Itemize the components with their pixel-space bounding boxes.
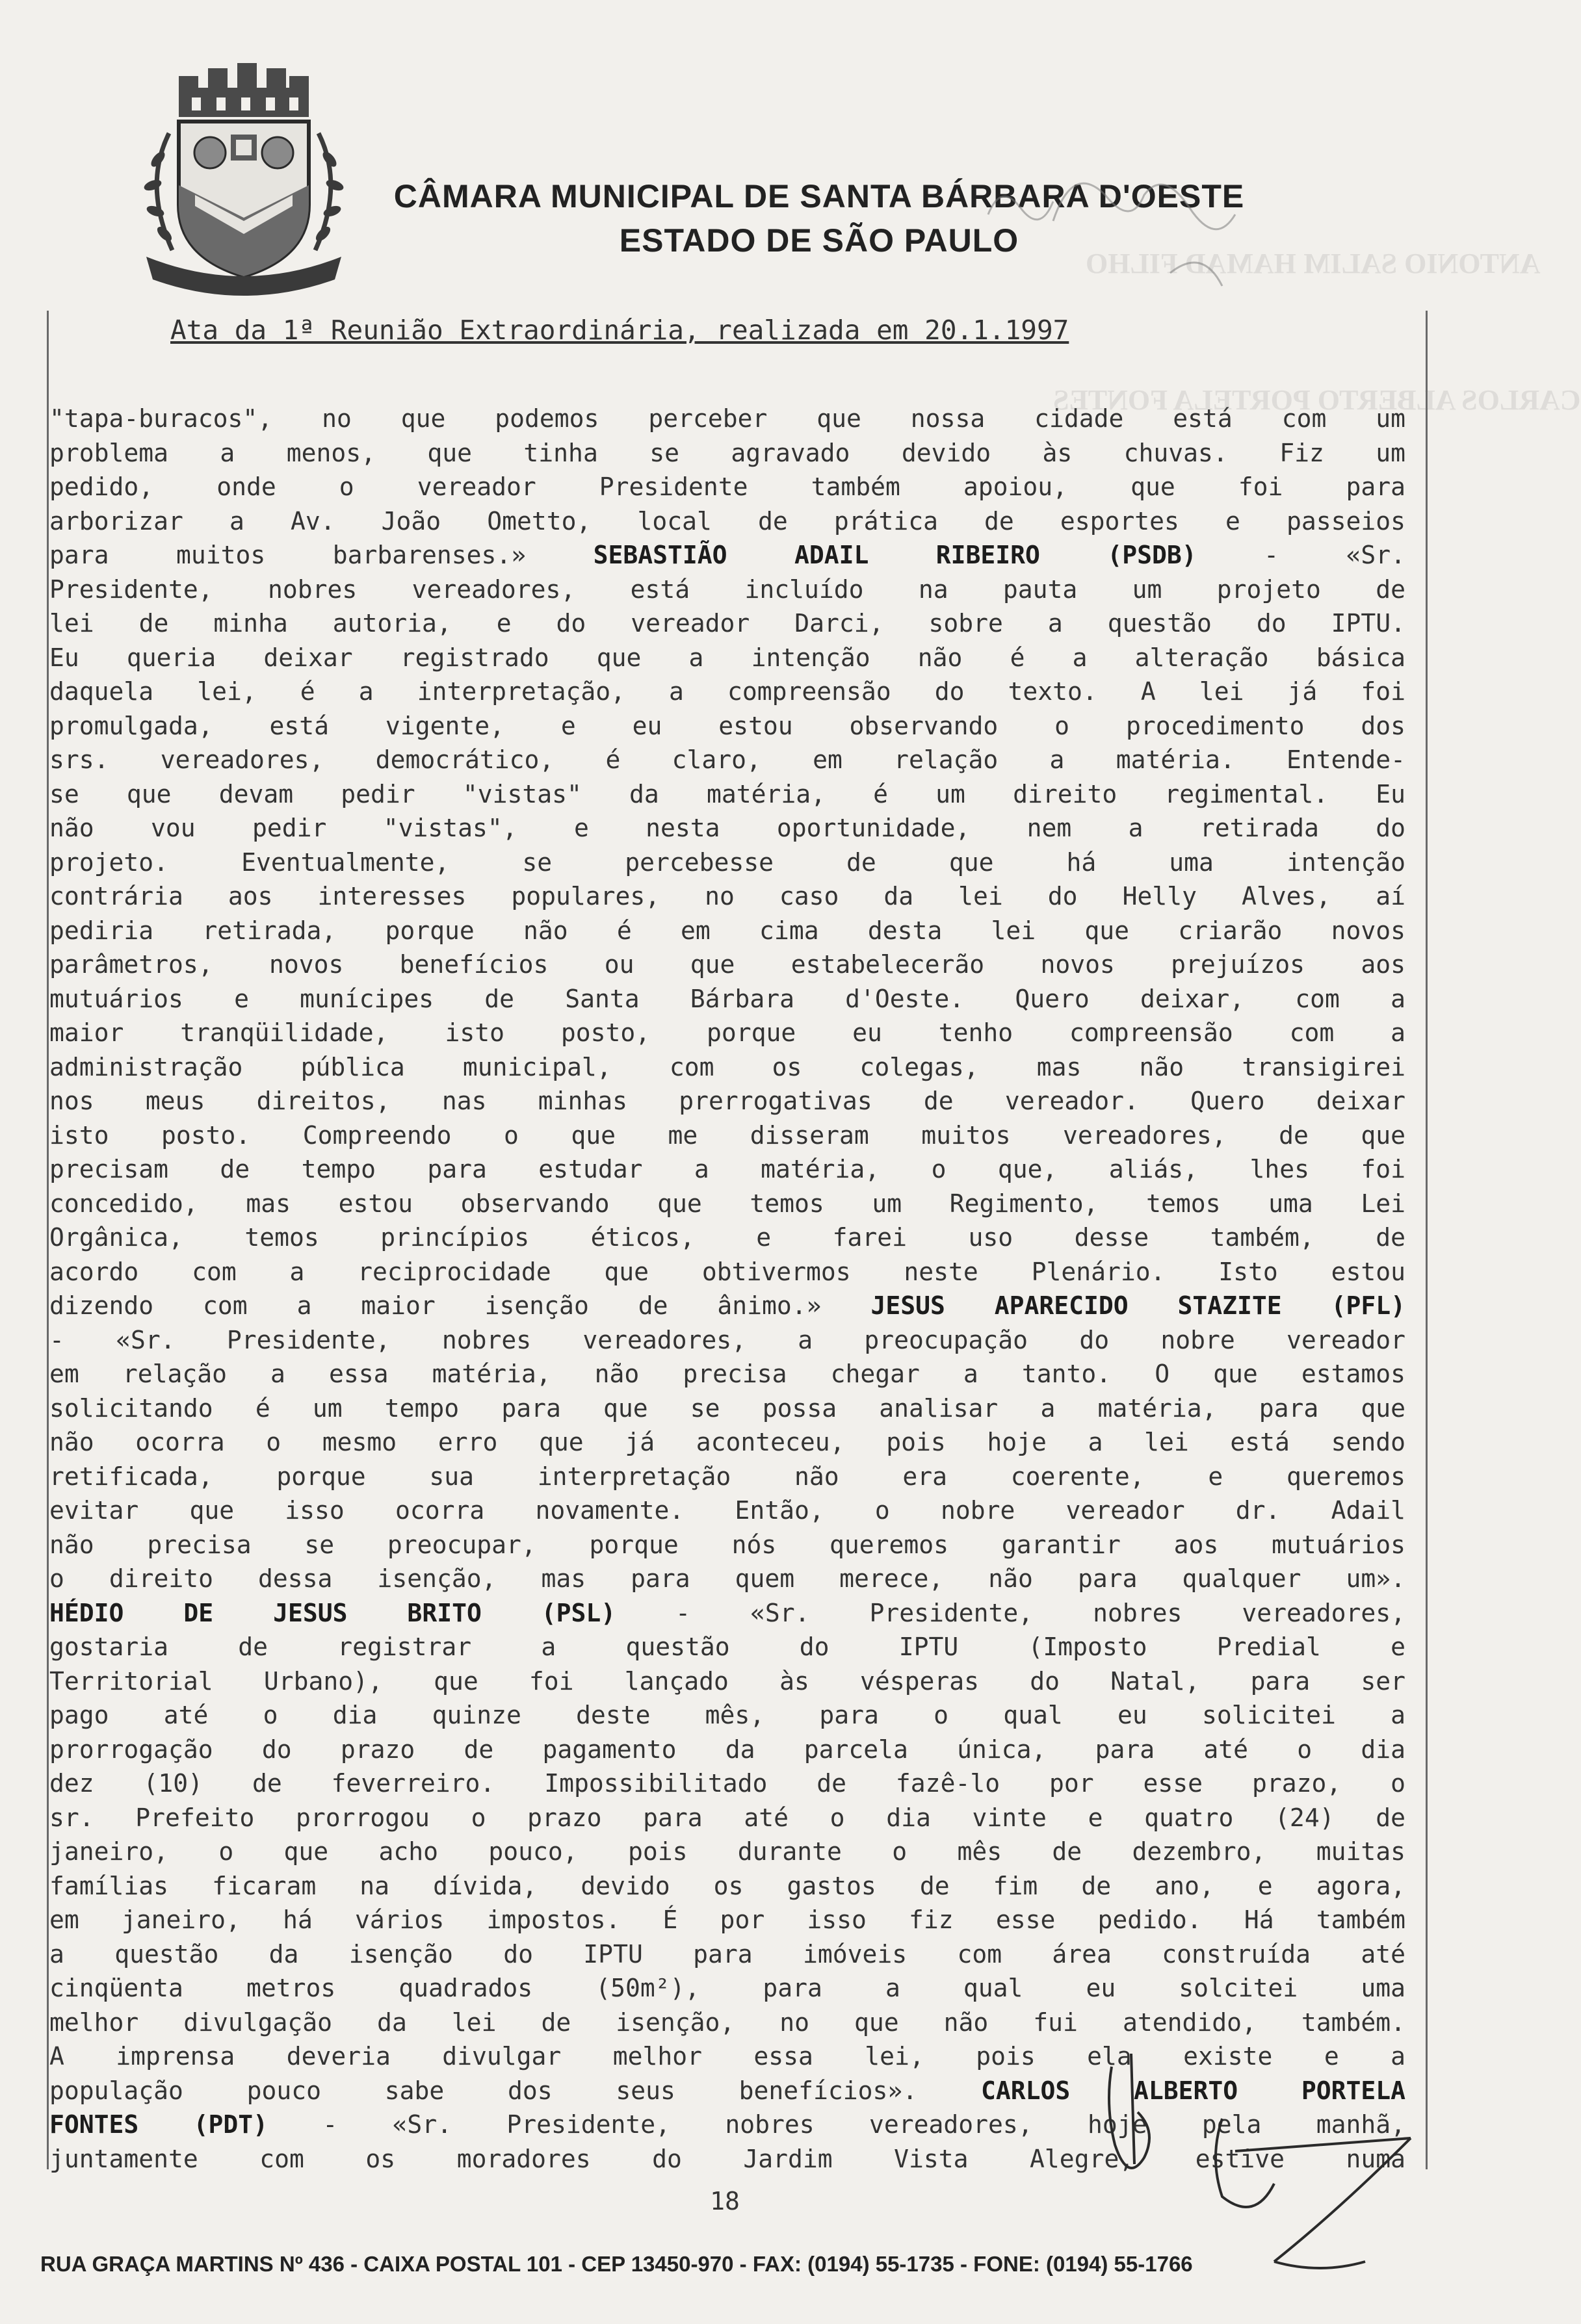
text-line: [49, 948, 1405, 982]
minutes-body: [49, 402, 1405, 2176]
text-line: [49, 2006, 1405, 2040]
text-run: não vou pedir "vistas", e nesta oportunidade, nem a retirada do: [49, 814, 1405, 842]
text-line: [49, 879, 1405, 914]
text-run: parâmetros, novos benefícios ou que estabelecerão novos prejuízos aos: [49, 950, 1405, 979]
text-line: [49, 982, 1405, 1016]
text-run: em janeiro, há vários impostos. É por isso fiz esse pedido. Há também: [49, 1905, 1405, 1934]
text-run: "tapa-buracos", no que podemos perceber que nossa cidade está com um: [49, 404, 1405, 433]
text-line: [49, 470, 1405, 504]
text-line: [49, 1596, 1405, 1631]
text-line: [49, 504, 1405, 539]
text-line: [49, 1528, 1405, 1562]
text-line: [49, 1766, 1405, 1801]
text-run: administração pública municipal, com os colegas, mas não transigirei: [49, 1052, 1405, 1081]
text-run: sr. Prefeito prorrogou o prazo para até o dia vinte e quatro (24) de: [49, 1803, 1405, 1832]
bleed-through-name-2: ANTONIO SALIM HAMAD FILHO: [1086, 248, 1541, 279]
text-run: nos meus direitos, nas minhas prerrogativas de vereador. Quero deixar: [49, 1087, 1405, 1115]
right-margin-rule: [1426, 311, 1428, 2169]
org-state: ESTADO DE SÃO PAULO: [619, 222, 1019, 259]
text-run: promulgada, está vigente, e eu estou observando o procedimento dos: [49, 711, 1405, 740]
text-run: solicitando é um tempo para que se possa analisar a matéria, para que: [49, 1393, 1405, 1423]
text-line: [49, 538, 1405, 573]
text-line: [49, 1937, 1405, 1972]
text-line: [49, 1357, 1405, 1391]
text-line: [49, 1903, 1405, 1937]
text-line: [49, 1425, 1405, 1460]
text-line: [49, 1664, 1405, 1699]
text-run: pediria retirada, porque não é em cima desta lei que criarão novos: [49, 916, 1405, 945]
text-line: [49, 2108, 1405, 2142]
text-run: prorrogação do prazo de pagamento da parcela única, para até o dia: [49, 1735, 1405, 1764]
text-run: pedido, onde o vereador Presidente também apoiou, que foi para: [49, 472, 1405, 501]
text-run: acordo com a reciprocidade que obtivermos neste Plenário. Isto estou: [49, 1257, 1405, 1286]
text-line: [49, 1391, 1405, 1426]
text-line: [49, 606, 1405, 641]
text-line: [49, 709, 1405, 743]
org-name: CÂMARA MUNICIPAL DE SANTA BÁRBARA D'OESTE: [393, 178, 1245, 214]
text-run: dizendo com a maior isenção de ânimo.»: [49, 1291, 871, 1320]
text-run: concedido, mas estou observando que temos um Regimento, temos uma Lei: [49, 1189, 1405, 1218]
text-line: [49, 743, 1405, 777]
text-run: a questão da isenção do IPTU para imóveis com área construída até: [49, 1939, 1405, 1969]
text-line: [49, 2142, 1405, 2176]
text-run: gostaria de registrar a questão do IPTU (Imposto Predial e: [49, 1633, 1405, 1661]
text-run: srs. vereadores, democrático, é claro, em relação a matéria. Entende-: [49, 745, 1405, 774]
text-line: [49, 1460, 1405, 1494]
page-number: 18: [710, 2187, 740, 2215]
text-run: projeto. Eventualmente, se percebesse de que há uma intenção: [49, 847, 1405, 877]
text-run: população pouco sabe dos seus benefícios».: [49, 2076, 981, 2105]
minutes-title: Ata da 1ª Reunião Extraordinária, realizada em 20.1.1997: [170, 315, 1069, 346]
text-run: famílias ficaram na dívida, devido os gastos de fim de ano, e agora,: [49, 1871, 1405, 1900]
text-run: retificada, porque sua interpretação não era coerente, e queremos: [49, 1462, 1405, 1491]
text-run: arborizar a Av. João Ometto, local de prática de esportes e passeios: [49, 506, 1405, 536]
text-run: mutuários e munícipes de Santa Bárbara d'Oeste. Quero deixar, com a: [49, 984, 1405, 1013]
text-line: [49, 2074, 1405, 2108]
text-line: [49, 436, 1405, 471]
text-run: melhor divulgação da lei de isenção, no que não fui atendido, também.: [49, 2008, 1405, 2037]
left-margin-rule: [47, 311, 49, 2169]
text-line: [49, 1220, 1405, 1255]
text-line: [49, 1801, 1405, 1835]
text-line: [49, 2039, 1405, 2074]
text-run: problema a menos, que tinha se agravado devido às chuvas. Fiz um: [49, 438, 1405, 467]
text-line: [49, 1733, 1405, 1767]
text-line: [49, 1698, 1405, 1733]
text-run: maior tranqüilidade, isto posto, porque eu tenho compreensão com a: [49, 1018, 1405, 1047]
text-run: Orgânica, temos princípios éticos, e farei uso desse também, de: [49, 1223, 1405, 1252]
text-run: evitar que isso ocorra novamente. Então, o nobre vereador dr. Adail: [49, 1496, 1405, 1525]
speaker-name: HÉDIO DE JESUS BRITO (PSL): [49, 1598, 616, 1627]
text-run: Presidente, nobres vereadores, está incluído na pauta um projeto de: [49, 575, 1405, 604]
text-run: juntamente com os moradores do Jardim Vista Alegre, estive numa: [49, 2144, 1405, 2173]
speaker-name: JESUS APARECIDO STAZITE (PFL): [870, 1291, 1405, 1320]
speaker-name: FONTES (PDT): [49, 2110, 268, 2139]
text-line: [49, 641, 1405, 675]
text-line: [49, 811, 1405, 846]
text-line: [49, 1289, 1405, 1323]
text-run: isto posto. Compreendo o que me disseram muitos vereadores, de que: [49, 1120, 1405, 1150]
text-line: [49, 1255, 1405, 1289]
text-line: [49, 1050, 1405, 1085]
text-run: Eu queria deixar registrado que a intenção não é a alteração básica: [49, 643, 1405, 672]
text-line: [49, 777, 1405, 812]
text-line: [49, 1869, 1405, 1904]
text-line: [49, 1323, 1405, 1358]
text-line: [49, 1971, 1405, 2006]
text-line: [49, 1084, 1405, 1118]
text-line: [49, 675, 1405, 709]
speaker-name: SEBASTIÃO ADAIL RIBEIRO (PSDB): [593, 541, 1197, 569]
text-run: janeiro, o que acho pouco, pois durante o mês de dezembro, muitas: [49, 1837, 1405, 1866]
footer-address: RUA GRAÇA MARTINS Nº 436 - CAIXA POSTAL 101 - CEP 13450-970 - FAX: (0194) 55-1735 - FONE: (0194) 55-1766: [40, 2252, 1193, 2276]
text-line: [49, 1835, 1405, 1869]
municipal-coat-of-arms-icon: [133, 62, 354, 302]
text-line: [49, 1118, 1405, 1153]
text-run: o direito dessa isenção, mas para quem merece, não para qualquer um».: [49, 1564, 1405, 1593]
bleed-through-name-1: CARLOS ALBERTO PORTELA FONTES: [1053, 384, 1581, 416]
text-run: em relação a essa matéria, não precisa chegar a tanto. O que estamos: [49, 1360, 1405, 1388]
text-run: pago até o dia quinze deste mês, para o qual eu solicitei a: [49, 1701, 1405, 1729]
speaker-name: CARLOS ALBERTO PORTELA: [980, 2076, 1405, 2105]
text-line: [49, 573, 1405, 607]
text-run: lei de minha autoria, e do vereador Darci, sobre a questão do IPTU.: [49, 609, 1405, 638]
text-run: se que devam pedir "vistas" da matéria, é um direito regimental. Eu: [49, 779, 1405, 808]
text-line: [49, 1562, 1405, 1596]
text-line: [49, 1187, 1405, 1221]
text-line: [49, 914, 1405, 948]
text-run: daquela lei, é a interpretação, a compreensão do texto. A lei já foi: [49, 677, 1405, 706]
text-run: contrária aos interesses populares, no caso da lei do Helly Alves, aí: [49, 882, 1405, 910]
text-run: Territorial Urbano), que foi lançado às vésperas do Natal, para ser: [49, 1666, 1405, 1696]
text-line: [49, 1152, 1405, 1187]
text-line: [49, 1016, 1405, 1050]
text-run: A imprensa deveria divulgar melhor essa lei, pois ela existe e a: [49, 2042, 1405, 2071]
text-run: não precisa se preocupar, porque nós queremos garantir aos mutuários: [49, 1530, 1405, 1559]
text-run: precisam de tempo para estudar a matéria, o que, aliás, lhes foi: [49, 1155, 1405, 1183]
text-run: - «Sr. Presidente, nobres vereadores,: [616, 1598, 1405, 1627]
text-run: - «Sr.: [1196, 541, 1405, 569]
text-line: [49, 1630, 1405, 1664]
text-run: - «Sr. Presidente, nobres vereadores, a preocupação do nobre vereador: [49, 1325, 1405, 1354]
text-run: para muitos barbarenses.»: [49, 541, 594, 569]
text-run: - «Sr. Presidente, nobres vereadores, hoje pela manhã,: [268, 2110, 1405, 2139]
text-run: dez (10) de feverreiro. Impossibilitado de fazê-lo por esse prazo, o: [49, 1769, 1405, 1798]
text-run: cinqüenta metros quadrados (50m²), para a qual eu solcitei uma: [49, 1974, 1405, 2002]
text-line: [49, 1493, 1405, 1528]
text-line: [49, 846, 1405, 880]
text-run: não ocorra o mesmo erro que já aconteceu, pois hoje a lei está sendo: [49, 1428, 1405, 1456]
